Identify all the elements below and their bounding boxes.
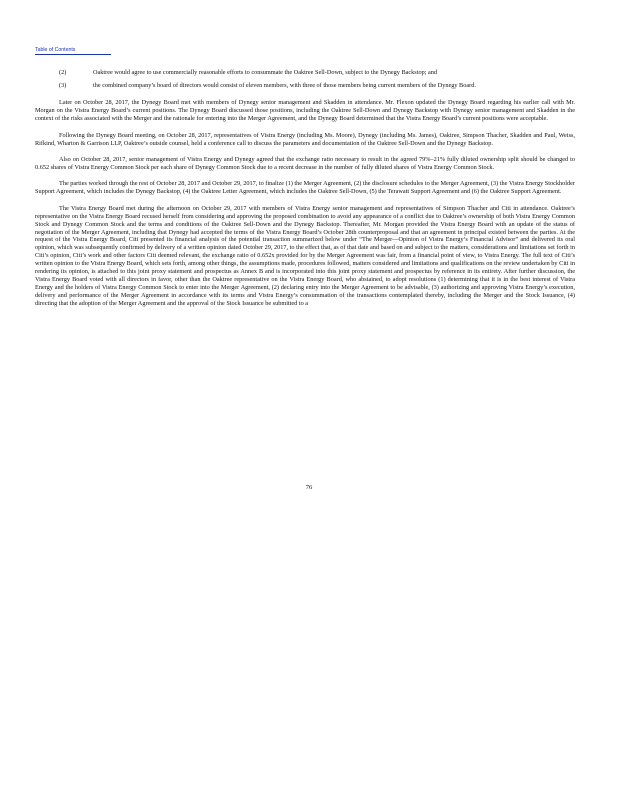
page-number: 76 — [305, 484, 313, 491]
list-item-number: (2) — [59, 69, 67, 76]
list-item-text: Oaktree would agree to use commercially reasonable efforts to consummate the Oaktree Sell-Down, subject to the Dynegy Backstop; and — [93, 69, 438, 76]
paragraph-finalize-agreements: The parties worked through the rest of October 28, 2017 and October 29, 2017, to finalize (1) the Merger Agreement, (2) the disclosure schedules to the Merger Agreement, (3) the Vistra Energy Stockholder Support Agreement, which includes the Dynegy Backstop, (4) the Oaktree Letter Agreement, which includes the Oaktree Sell-Down, (5) the Terawatt Support Agreement and (6) the Oaktree Support Agreement. — [35, 180, 575, 196]
list-item — [35, 69, 575, 77]
document-body — [35, 69, 575, 316]
list-item-number: (3) — [59, 81, 67, 89]
table-of-contents-link[interactable]: Table of Contents — [35, 47, 111, 55]
paragraph-vistra-board-meeting: The Vistra Energy Board met during the afternoon on October 29, 2017 with members of Vistra Energy senior management and representatives of Simpson Thacher and Citi in attendance. Oaktree’s representative on the Vistra Energy Board recused herself from considering and approving the proposed combination to avoid any appearance of a conflict due to Oaktree’s ownership of both Vistra Energy Common Stock and Dynegy Common Stock and the terms and conditions of the Oaktree Sell-Down and the Dynegy Backstop. Thereafter, Mr. Morgan provided the Vistra Energy Board with an update of the status of negotiation of the Merger Agreement, including that Dynegy had accepted the terms of the Vistra Energy Board’s October 28th counterproposal and that an agreement in principal existed between the parties. At the request of the Vistra Energy Board, Citi presented its financial analysis of the potential transaction summarized below under “The Merger—Opinion of Vistra Energy’s Financial Advisor” and delivered its oral opinion, which was subsequently confirmed by delivery of a written opinion dated October 29, 2017, to the effect that, as of that date and based on and subject to the matters, considerations and limitations set forth in Citi’s opinion, Citi’s work and other factors Citi deemed relevant, the exchange ratio of 0.652x provided for by the Merger Agreement was fair, from a financial point of view, to Vistra Energy. The full text of Citi’s written opinion to the Vistra Energy Board, which sets forth, among other things, the assumptions made, procedures followed, matters considered and limitations and qualifications on the review undertaken by Citi in rendering its opinion, is attached to this joint proxy statement and prospectus as Annex B and is incorporated into this joint proxy statement and prospectus by reference in its entirety. After further discussion, the Vistra Energy Board voted with all directors in favor, other than the Oaktree representative on the Vistra Energy Board, who abstained, to adopt resolutions (1) determining that it is in the best interest of Vistra Energy and the holders of Vistra Energy Common Stock to enter into the Merger Agreement, (2) declaring entry into the Merger Agreement to be advisable, (3) authorizing and approving Vistra Energy’s execution, delivery and performance of the Merger Agreement in accordance with its terms and Vistra Energy’s consummation of the transactions contemplated thereby, including the Merger and the Stock Issuance, (4) directing that the adoption of the Merger Agreement and the approval of the Stock Issuance be submitted to a — [35, 204, 575, 307]
paragraph-conference-call: Following the Dynegy Board meeting, on October 28, 2017, representatives of Vistra Energy (including Ms. Moore), Dynegy (including Ms. James), Oaktree, Simpson Thacher, Skadden and Paul, Weiss, Rifkind, Wharton & Garrison LLP, Oaktree’s outside counsel, held a conference call to discuss the parameters and documentation of the Oaktree Sell-Down and the Dynegy Backstop. — [35, 131, 575, 147]
list-item-text: the combined company’s board of directors would consist of eleven members, with three of those members being current members of the Dynegy Board. — [93, 81, 476, 89]
paragraph-dynegy-board-meeting: Later on October 28, 2017, the Dynegy Board met with members of Dynegy senior management and Skadden in attendance. Mr. Flexon updated the Dynegy Board regarding his earlier call with Mr. Morgan on the Vistra Energy Board’s current positions. The Dynegy Board discussed those positions, including the Oaktree Sell-Down and Dynegy Backstop with Dynegy senior management and Skadden in the context of the risks associated with the Merger and the rationale for entering into the Merger Agreement, and the Dynegy Board determined that the Vistra Energy Board’s current positions were acceptable. — [35, 99, 575, 123]
paragraph-exchange-ratio: Also on October 28, 2017, senior management of Vistra Energy and Dynegy agreed that the exchange ratio necessary to result in the agreed 79%–21% fully diluted ownership split should be changed to 0.652 shares of Vistra Energy Common Stock per each share of Dynegy Common Stock due to a recent decrease in the number of fully diluted shares of Vistra Energy Common Stock. — [35, 156, 575, 171]
list-item — [35, 82, 575, 90]
